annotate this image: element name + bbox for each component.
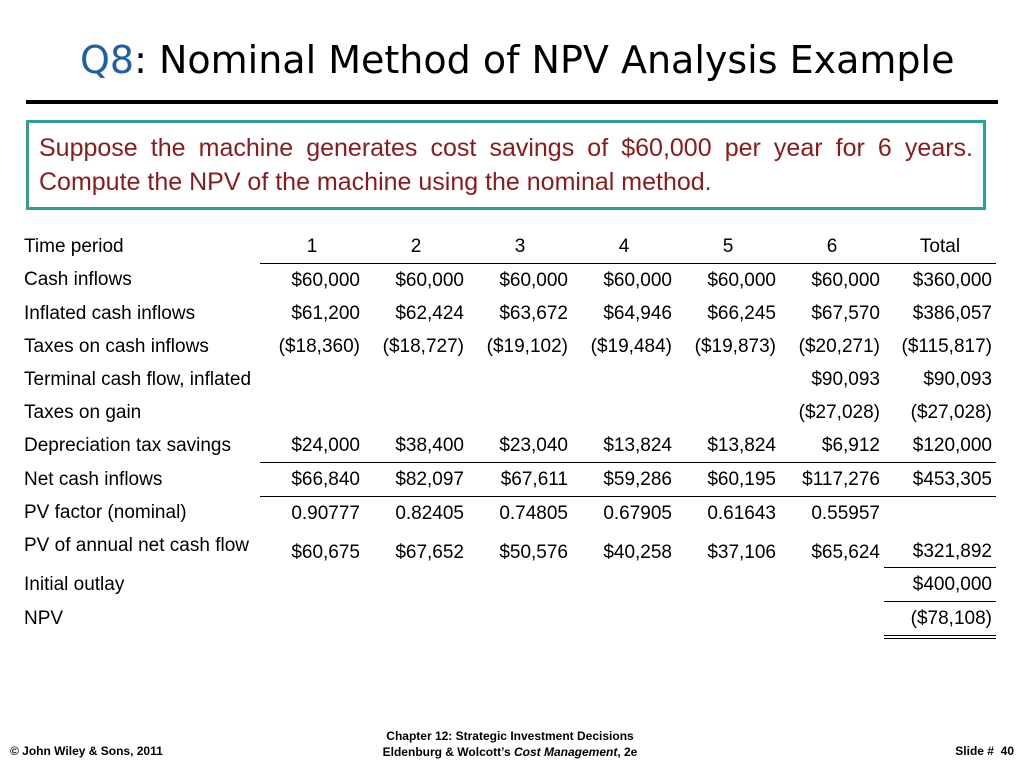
cell: ($18,727)	[382, 335, 464, 357]
cell: $38,400	[364, 429, 468, 463]
cell	[780, 568, 884, 602]
question-text: Suppose the machine generates cost savings of $60,000 per year for 6 years. Compute the NPV of the machine using the nominal method.	[39, 134, 973, 196]
table-row-taxes-on-gain	[20, 396, 996, 429]
header-col-2: 2	[364, 230, 468, 264]
total-cell: ($115,817)	[901, 335, 992, 357]
header-col-6: 6	[780, 230, 884, 264]
table-row-pv-annual-net-cash-flow	[20, 530, 996, 568]
question-box	[26, 120, 986, 210]
cell: $66,840	[260, 463, 364, 497]
title-divider	[26, 100, 998, 104]
cell	[260, 363, 364, 396]
cell: $67,570	[811, 302, 880, 324]
cell	[676, 396, 780, 429]
header-col-4: 4	[572, 230, 676, 264]
cell: $60,675	[291, 541, 360, 563]
title-prefix: Q8	[80, 38, 135, 82]
cell	[572, 396, 676, 429]
slide-number-label: Slide #	[955, 744, 994, 758]
total-cell: $400,000	[884, 568, 996, 602]
cell: $23,040	[468, 429, 572, 463]
cell	[572, 602, 676, 638]
cell: ($27,028)	[798, 401, 880, 423]
cell	[364, 363, 468, 396]
cell	[468, 568, 572, 602]
cell: $60,000	[603, 269, 672, 291]
cell	[780, 602, 884, 638]
cell: $60,000	[395, 269, 464, 291]
cell: 0.67905	[603, 502, 672, 524]
total-cell: $321,892	[884, 530, 996, 568]
footer-chapter-title: Chapter 12: Strategic Investment Decisions	[386, 729, 634, 743]
cell: $67,652	[395, 541, 464, 563]
cell: 0.82405	[395, 502, 464, 524]
cell: $82,097	[364, 463, 468, 497]
cell: $117,276	[780, 463, 884, 497]
footer-chapter	[340, 728, 680, 760]
header-total: Total	[884, 230, 996, 264]
cell	[676, 602, 780, 638]
total-cell: $120,000	[884, 429, 996, 463]
table-row-npv	[20, 602, 996, 638]
cell: $60,000	[291, 269, 360, 291]
table-header-row	[20, 230, 996, 264]
cell: $62,424	[395, 302, 464, 324]
cell: 0.61643	[707, 502, 776, 524]
title-text: : Nominal Method of NPV Analysis Example	[134, 38, 955, 82]
cell	[572, 568, 676, 602]
row-label: Inflated cash inflows	[24, 302, 196, 324]
row-label: PV factor (nominal)	[24, 502, 187, 524]
row-label: Taxes on cash inflows	[24, 335, 209, 357]
total-cell: $386,057	[912, 302, 992, 324]
header-label: Time period	[24, 235, 124, 257]
cell: $37,106	[707, 541, 776, 563]
cell: $64,946	[603, 302, 672, 324]
cell: 0.74805	[499, 502, 568, 524]
cell	[260, 602, 364, 638]
cell: $40,258	[603, 541, 672, 563]
row-label: Taxes on gain	[24, 401, 142, 423]
cell: $90,093	[811, 368, 880, 390]
npv-table	[20, 230, 996, 639]
cell: $60,000	[707, 269, 776, 291]
table-row-terminal-cash-flow	[20, 363, 996, 396]
cell: $67,611	[468, 463, 572, 497]
total-cell: $90,093	[923, 368, 992, 390]
footer-book-title: Cost Management	[513, 745, 618, 759]
row-label: Initial outlay	[24, 573, 125, 595]
footer-book	[340, 744, 680, 760]
cell	[676, 363, 780, 396]
total-cell: $360,000	[912, 269, 992, 291]
table-row-cash-inflows	[20, 264, 996, 298]
cell	[468, 363, 572, 396]
cell	[364, 568, 468, 602]
cell: ($19,873)	[694, 335, 776, 357]
cell	[364, 396, 468, 429]
cell: $60,195	[676, 463, 780, 497]
footer-slide-number	[955, 744, 1014, 758]
table-row-depreciation-tax-savings	[20, 429, 996, 463]
cell: ($18,360)	[278, 335, 360, 357]
total-cell: $453,305	[884, 463, 996, 497]
total-cell	[884, 497, 996, 531]
cell	[364, 602, 468, 638]
row-label: PV of annual net cash flow	[24, 535, 249, 556]
footer-copyright: © John Wiley & Sons, 2011	[10, 744, 163, 758]
footer-book-edition: , 2e	[617, 745, 638, 759]
cell	[260, 396, 364, 429]
cell: 0.55957	[811, 502, 880, 524]
cell: $50,576	[499, 541, 568, 563]
total-cell: ($27,028)	[910, 401, 992, 423]
cell: ($20,271)	[798, 335, 880, 357]
cell: $24,000	[260, 429, 364, 463]
cell: $59,286	[572, 463, 676, 497]
table-row-inflated-cash-inflows	[20, 297, 996, 330]
cell	[260, 568, 364, 602]
row-label: Depreciation tax savings	[24, 434, 231, 456]
row-label: Terminal cash flow, inflated	[24, 368, 252, 390]
header-col-1: 1	[260, 230, 364, 264]
cell: $13,824	[676, 429, 780, 463]
row-label: NPV	[24, 608, 64, 630]
cell	[468, 602, 572, 638]
table-row-initial-outlay	[20, 568, 996, 602]
header-col-5: 5	[676, 230, 780, 264]
cell: $61,200	[291, 302, 360, 324]
cell: $6,912	[780, 429, 884, 463]
row-label: Net cash inflows	[24, 468, 163, 490]
cell: $13,824	[572, 429, 676, 463]
cell: ($19,484)	[590, 335, 672, 357]
header-col-3: 3	[468, 230, 572, 264]
cell: ($19,102)	[486, 335, 568, 357]
footer-book-authors: Eldenburg & Wolcott’s	[382, 745, 514, 759]
cell: $63,672	[499, 302, 568, 324]
slide-title	[80, 38, 954, 82]
cell: $60,000	[499, 269, 568, 291]
cell: $66,245	[707, 302, 776, 324]
table-row-taxes-on-cash-inflows	[20, 330, 996, 363]
cell: $60,000	[811, 269, 880, 291]
table-row-pv-factor	[20, 497, 996, 531]
cell	[676, 568, 780, 602]
slide-number-value: 40	[1000, 744, 1014, 758]
cell: $65,624	[811, 541, 880, 563]
npv-total-cell: ($78,108)	[884, 602, 996, 638]
cell	[468, 396, 572, 429]
cell: 0.90777	[291, 502, 360, 524]
row-label: Cash inflows	[24, 269, 132, 291]
cell	[572, 363, 676, 396]
table-row-net-cash-inflows	[20, 463, 996, 497]
